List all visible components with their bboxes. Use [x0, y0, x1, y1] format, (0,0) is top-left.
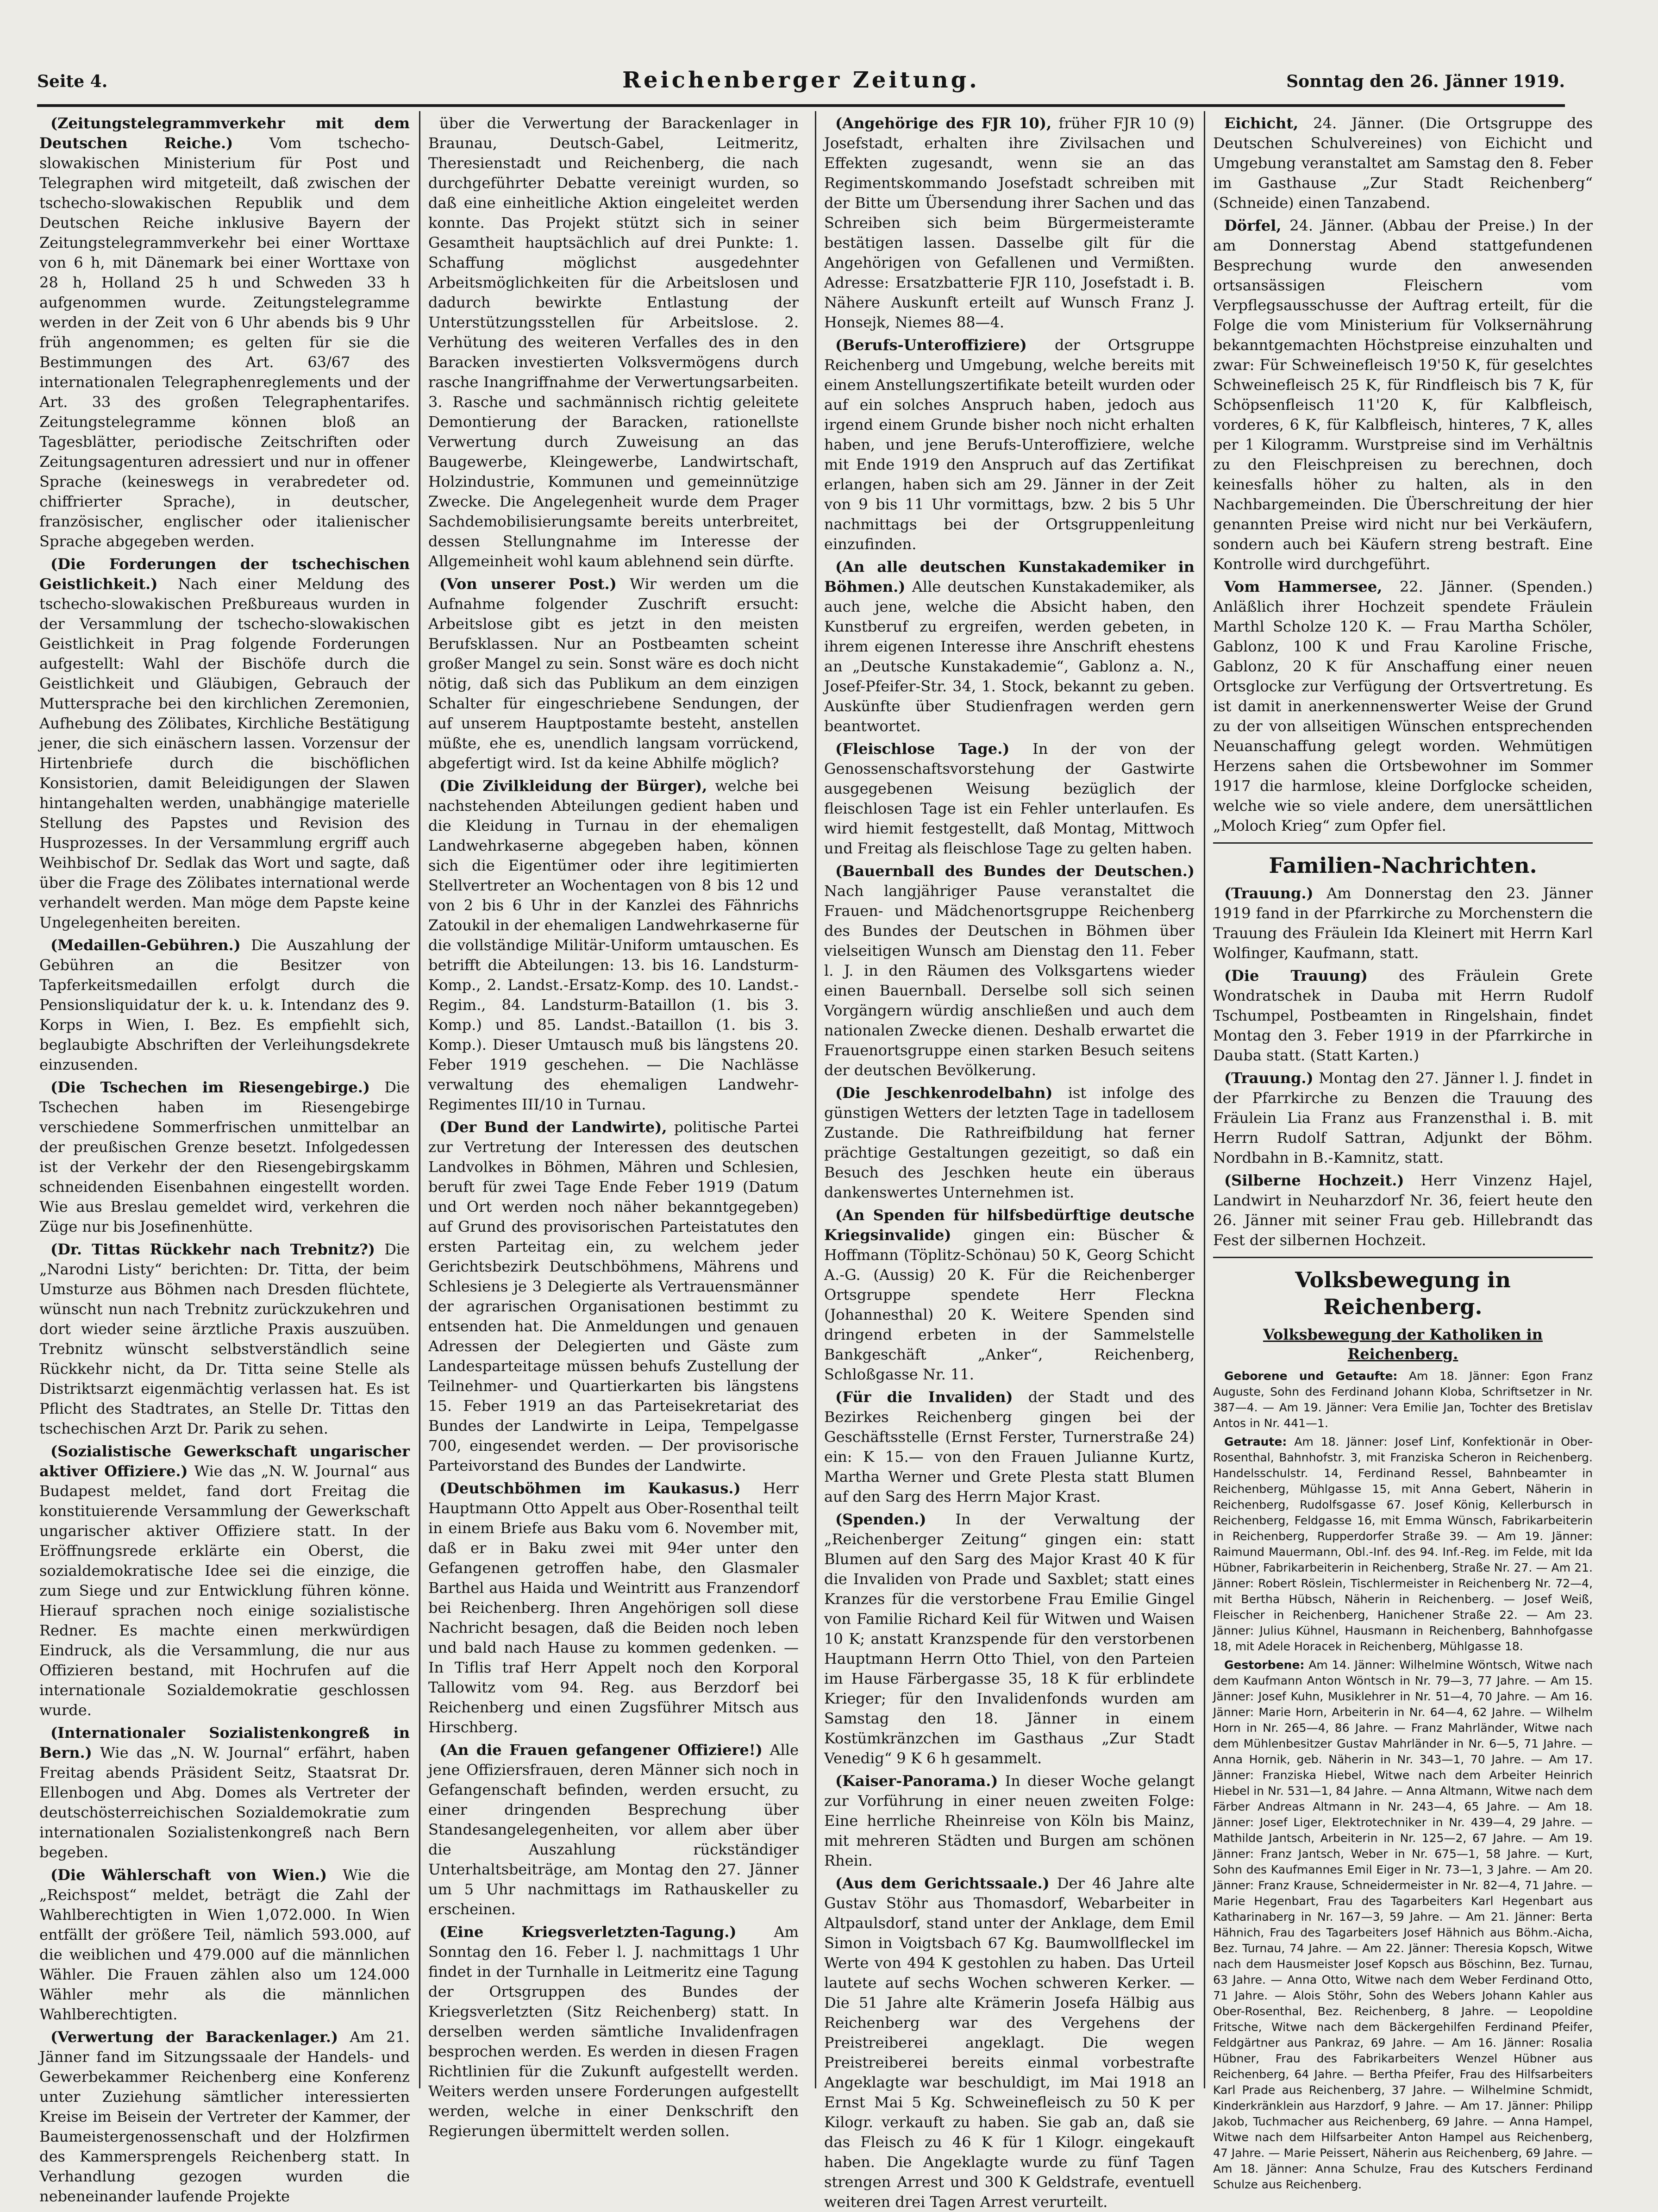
news-item — [1213, 1434, 1593, 1654]
news-item-body: Am 21. Jänner fand im Sitzungssaale der Handels- und Gewerbekammer Reichenberg eine Konferenz unter Zuziehung sämtlicher interessierten Kreise im Beisein der Vertreter der Kammer, der Baumeistergenossenschaft und der Holzfirmen des Kammersprengels Reichenberg statt. In Verhandlung gezogen wurden die nebeneinander laufende Projekte — [39, 2028, 410, 2205]
vital-stats — [1213, 1368, 1593, 2193]
news-item-heading: (Internationaler Sozialistenkongreß in Bern.) — [39, 1724, 410, 1761]
news-item-heading: (Bauernball des Bundes der Deutschen.) — [835, 862, 1195, 880]
news-item-body: Alle jene Offiziersfrauen, deren Männer sich noch in Gefangenschaft befinden, werden ersucht, zu einer dringenden Besprechung über Standesangelegenheiten, vor allem aber über die Auszahlung rückständiger Unterhaltsbeiträge, am Montag den 27. Jänner um 5 Uhr nachmittags im Rathauskeller zu erscheinen. — [428, 1741, 799, 1918]
news-item-body: Wie die „Reichspost“ meldet, beträgt die Zahl der Wahlberechtigten in Wien 1,072.000. In Wien entfällt der größere Teil, nämlich 593.000, auf die weiblichen und 479.000 auf die männlichen Wähler. Die Frauen zählen also um 124.000 Wähler mehr als die männlichen Wahlberechtigten. — [39, 1866, 410, 2023]
news-item-body: Am 18. Jänner: Josef Linf, Konfektionär in Ober-Rosenthal, Bahnhofstr. 3, mit Franziska Scheron in Reichenberg. Handelsschulstr. 14, Ferdinand Ressel, Bahnbeamter in Reichenberg, Mühlgasse 15, mit Anna Gebert, Näherin in Reichenberg, Rudolfsgasse 67. Josef König, Kellerbursch in Reichenberg, Feldgasse 16, mit Emma Wünsch, Fabrikarbeiterin in Reichenberg, Rupperdorfer Straße 39. — Am 19. Jänner: Raimund Mauermann, Obl.-Inf. des 94. Inf.-Reg. im Felde, mit Ida Hübner, Fabrikarbeiterin in Reichenberg, Straße Nr. 27. — Am 21. Jänner: Robert Röslein, Tischlermeister in Reichenberg Nr. 72—4, mit Bertha Hübsch, Näherin in Reichenberg. — Josef Weiß, Fleischer in Reichenberg, Hanichener Straße 22. — Am 23. Jänner: Julius Kühnel, Hausmann in Reichenberg, Bahnhofgasse 18, mit Adele Horacek in Reichenberg, Mühlgasse 18. — [1213, 1435, 1593, 1653]
news-item-heading: (Der Bund der Landwirte), — [439, 1118, 667, 1136]
news-item — [1213, 966, 1593, 1065]
news-item-heading: (Eine Kriegsverletzten-Tagung.) — [439, 1923, 737, 1941]
news-item — [1213, 1068, 1593, 1168]
news-item — [428, 574, 799, 773]
news-item-heading: (Die Wählerschaft von Wien.) — [50, 1866, 327, 1884]
news-item — [428, 113, 799, 571]
news-item — [824, 1874, 1195, 2212]
news-item — [824, 739, 1195, 858]
news-item — [1213, 216, 1593, 574]
news-item-heading: (An Spenden für hilfsbedürftige deutsche Kriegsinvalide) — [824, 1206, 1195, 1244]
news-item-body: des Fräulein Grete Wondratschek in Dauba mit Herrn Rudolf Tschumpel, Postbeamten in Ringelshain, findet Montag den 3. Feber 1919 in der Pfarrkirche in Dauba statt. (Statt Karten.) — [1213, 967, 1593, 1064]
news-item-body: 24. Jänner. (Abbau der Preise.) In der am Donnerstag Abend stattgefundenen Besprechung wurde den anwesenden ortsansässigen Fleischern vom Verpflegsausschusse der Auftrag erteilt, für die Folge die vom Ministerium für Volksernährung bekanntgemachten Höchstpreise einzuhalten und zwar: Für Schweinefleisch 19'50 K, für geselchtes Schweinefleisch 25 K, für Rindfleisch bis 7 K, für Schöpsenfleisch 11'20 K, für Kalbfleisch, vorderes, 6 K, für Kalbfleisch, hinteres, 7 K, alles per 1 Kilogramm. Wurstpreise sind im Verhältnis zu den Fleischpreisen zu berechnen, doch keinesfalls höher zu halten, als in den Nachbargemeinden. Die Überschreitung der hier genannten Preise wird nicht nur bei Verkäufern, sondern auch bei Käufern streng bestraft. Eine Kontrolle wird durchgeführt. — [1213, 217, 1593, 573]
news-item-body: Am 18. Jänner: Egon Franz Auguste, Sohn des Ferdinand Johann Kloba, Schriftsetzer in Nr. 387—4. — Am 19. Jänner: Vera Emilie Jan, Tochter des Bretislav Antos in Nr. 441—1. — [1213, 1369, 1593, 1430]
news-item — [1213, 1368, 1593, 1431]
news-item-heading: (Zeitungstelegrammverkehr mit dem Deutschen Reiche.) — [39, 114, 410, 152]
news-item — [824, 557, 1195, 736]
column-2 — [428, 113, 799, 2140]
news-item-heading: Gestorbene: — [1224, 1658, 1305, 1672]
news-item-heading: (An alle deutschen Kunstakademiker in Böhmen.) — [824, 558, 1195, 595]
news-item — [428, 1922, 799, 2141]
news-item-heading: (Aus dem Gerichtssaale.) — [835, 1874, 1050, 1892]
news-item — [428, 1117, 799, 1476]
news-item-heading: Eichicht, — [1224, 114, 1299, 132]
column-divider — [815, 111, 816, 2088]
news-item — [824, 113, 1195, 332]
news-item-body: 24. Jänner. (Die Ortsgruppe des Deutschen Schulvereines) von Eichicht und Umgebung veranstaltet am Samstag den 8. Feber im Gasthause „Zur Stadt Reichenberg“ (Schneide) einen Tanzabend. — [1213, 114, 1593, 212]
news-item-body: Herr Hauptmann Otto Appelt aus Ober-Rosenthal teilt in einem Briefe aus Baku vom 6. November mit, daß er in Baku zwei mit 94er unter den Gefangenen getroffen habe, den Glasmaler Barthel aus Haida und Weintritt aus Franzendorf bei Reichenberg. Ihren Angehörigen soll diese Nachricht besagen, daß die Beiden noch leben und bald nach Hause zu kommen gedenken. — In Tiflis traf Herr Appelt noch den Korporal Tallowitz vom 94. Reg. aus Berzdorf bei Reichenberg und einen Zugsführer Mitsch aus Hirschberg. — [428, 1479, 799, 1736]
news-item-heading: (Die Zivilkleidung der Bürger), — [439, 777, 707, 795]
column-divider — [419, 111, 420, 2088]
news-item-heading: (Silberne Hochzeit.) — [1224, 1172, 1404, 1189]
news-item-heading: (Medaillen-Gebühren.) — [50, 936, 241, 954]
news-item-body: gingen ein: Büscher & Hoffmann (Töplitz-Schönau) 50 K, Georg Schicht A.-G. (Aussig) 20 K. Für die Reichenberger Ortsgruppe spendete Herr Fleckna (Johannesthal) 20 K. Weitere Spenden sind dringend erbeten in der Sammelstelle Bankgeschäft „Anker“, Reichenberg, Schloßgasse Nr. 11. — [824, 1226, 1195, 1383]
family-news — [1213, 884, 1593, 1250]
news-item — [1213, 884, 1593, 963]
news-item-body: Wir werden um die Aufnahme folgender Zuschrift ersucht: Arbeitslose gibt es jetzt in den meisten Berufsklassen. Nur an Postbeamten scheint großer Mangel zu sein. Sonst wäre es doch nicht nötig, daß sich das Publikum an dem einzigen Schalter für eingeschriebene Sendungen, der auf unserem Hauptpostamte besteht, anstellen müßte, ehe es, unendlich langsam vorrückend, abgefertigt wird. Ist da keine Abhilfe möglich? — [428, 575, 799, 772]
news-item — [1213, 1171, 1593, 1250]
news-item — [824, 1083, 1195, 1203]
news-item-heading: (Kaiser-Panorama.) — [835, 1772, 998, 1790]
news-item-heading: Geborene und Getaufte: — [1224, 1369, 1398, 1383]
news-item — [428, 776, 799, 1115]
news-item-body: Montag den 27. Jänner l. J. findet in der Pfarrkirche zu Benzen die Trauung des Fräulein Lia Franz aus Franzensthal i. B. mit Herrn Rudolf Sattran, Adjunkt der Böhm. Nordbahn in B.-Kamnitz, statt. — [1213, 1069, 1593, 1166]
news-item-heading: (Sozialistische Gewerkschaft ungarischer aktiver Offiziere.) — [39, 1442, 410, 1480]
news-item-heading: (Spenden.) — [835, 1510, 926, 1528]
news-item-heading: (Dr. Tittas Rückkehr nach Trebnitz?) — [50, 1241, 375, 1258]
news-item — [39, 1441, 410, 1720]
column-4 — [1213, 113, 1593, 2191]
news-item — [824, 335, 1195, 554]
newspaper-title: Reichenberger Zeitung. — [622, 67, 980, 93]
news-item-body: Am 14. Jänner: Wilhelmine Wöntsch, Witwe nach dem Kaufmann Anton Wöntsch in Nr. 79—3, 77 Jahre. — Am 15. Jänner: Josef Kuhn, Musiklehrer in Nr. 51—4, 70 Jahre. — Am 16. Jänner: Marie Horn, Arbeiterin in Nr. 64—4, 62 Jahre. — Wilhelm Horn in Nr. 265—4, 86 Jahre. — Franz Mahrländer, Witwe nach dem Mühlenbesitzer Gustav Mahrländer in Nr. 6—5, 71 Jahre. — Anna Hornik, geb. Näherin in Nr. 343—1, 70 Jahre. — Am 17. Jänner: Franziska Hiebel, Witwe nach dem Arbeiter Heinrich Hiebel in Nr. 531—1, 84 Jahre. — Anna Altmann, Witwe nach dem Färber Andreas Altmann in Nr. 243—4, 65 Jahre. — Am 18. Jänner: Josef Liger, Elektrotechniker in Nr. 439—4, 29 Jahre. — Mathilde Jantsch, Arbeiterin in Nr. 125—2, 67 Jahre. — Am 19. Jänner: Franz Jantsch, Weber in Nr. 675—1, 58 Jahre. — Kurt, Sohn des Kaufmannes Emil Eiger in Nr. 73—1, 3 Jahre. — Am 20. Jänner: Franz Krause, Schneidermeister in Nr. 82—4, 71 Jahre. — Marie Hegenbart, Frau des Tagarbeiters Karl Hegenbart aus Katharinaberg in Nr. 167—3, 59 Jahre. — Am 21. Jänner: Berta Hähnich, Frau des Tagarbeiters Josef Hähnich aus Böhm.-Aicha, Bez. Turnau, 74 Jahre. — Am 22. Jänner: Theresia Kopsch, Witwe nach dem Hausmeister Josef Kopsch aus Böschinn, Bez. Turnau, 63 Jahre. — Anna Otto, Witwe nach dem Weber Ferdinand Otto, 71 Jahre. — Alois Stöhr, Sohn des Webers Johann Kahler aus Ober-Rosenthal, Bez. Reichenberg, 8 Jahre. — Leopoldine Fritsche, Witwe nach dem Bäckergehilfen Ferdinand Pfeifer, Feldgärtner aus Pankraz, 69 Jahre. — Am 16. Jänner: Rosalia Hübner, Frau des Fabrikarbeiters Wenzel Hübner aus Reichenberg, 64 Jahre. — Bertha Pfeifer, Frau des Hilfsarbeiters Karl Prade aus Reichenberg, 37 Jahre. — Wilhelmine Schmidt, Kinderkränklein aus Harzdorf, 9 Jahre. — Am 17. Jänner: Philipp Jakob, Tuchmacher aus Reichenberg, 69 Jahre. — Anna Hampel, Witwe nach dem Hilfsarbeiter Anton Hampel aus Reichenberg, 47 Jahre. — Marie Peissert, Näherin aus Reichenberg, 69 Jahre. — Am 18. Jänner: Anna Schulze, Frau des Kutschers Ferdinand Schulze aus Reichenberg. — [1213, 1658, 1593, 2191]
news-item — [824, 1205, 1195, 1385]
news-item-body: der Stadt und des Bezirkes Reichenberg gingen bei der Geschäftsstelle (Ernst Ferster, Turnerstraße 24) ein: K 15.— von den Frauen Julianne Kurtz, Martha Werner und Grete Plesta statt Blumen auf den Sarg des Herrn Major Krast. — [824, 1388, 1195, 1505]
news-item-body: Herr Vinzenz Hajel, Landwirt in Neuharzdorf Nr. 36, feiert heute den 26. Jänner mit seiner Frau geb. Hillebrandt das Fest der silbernen Hochzeit. — [1213, 1172, 1593, 1249]
local-news — [1213, 113, 1593, 836]
section-divider — [1213, 1257, 1593, 1258]
news-item-heading: (Die Tschechen im Riesengebirge.) — [50, 1078, 370, 1096]
news-item-heading: (Von unserer Post.) — [439, 575, 617, 593]
news-item — [428, 1740, 799, 1919]
news-item — [824, 1387, 1195, 1507]
news-item-heading: (Berufs-Unteroffiziere) — [835, 336, 1027, 354]
news-item-heading: (Die Trauung) — [1224, 967, 1368, 984]
news-item-heading: (Fleischlose Tage.) — [835, 740, 1010, 758]
news-item-heading: (Angehörige des FJR 10), — [835, 114, 1052, 132]
news-item-body: Am Sonntag den 16. Feber l. J. nachmittags 1 Uhr findet in der Turnhalle in Leitmeritz eine Tagung der Ortsgruppen des Bundes der Kriegsverletzten (Sitz Reichenberg) statt. In derselben werden sämtliche Invalidenfragen besprochen werden. Es werden in diesen Fragen Richtlinien für die Zukunft aufgestellt werden. Weiters werden unsere Forderungen aufgestellt werden, welche in einer Denkschrift den Regierungen übermittelt werden sollen. — [428, 1923, 799, 2140]
news-item-body: Die Auszahlung der Gebühren an die Besitzer von Tapferkeitsmedaillen erfolgt durch die Pensionsliquidatur der k. u. k. Intendanz des 9. Korps in Wien, I. Bez. Es empfiehlt sich, beglaubigte Abschriften der Verleihungsdekrete einzusenden. — [39, 936, 410, 1073]
news-item-heading: (Verwertung der Barackenlager.) — [50, 2028, 338, 2046]
section-divider — [1213, 842, 1593, 844]
news-item-heading: (Die Forderungen der tschechischen Geistlichkeit.) — [39, 555, 410, 593]
news-item — [39, 113, 410, 551]
news-item — [39, 1865, 410, 2024]
news-item — [39, 2027, 410, 2206]
news-item — [824, 1771, 1195, 1871]
news-item-heading: (Trauung.) — [1224, 884, 1314, 902]
news-item-body: Nach langjähriger Pause veranstaltet die Frauen- und Mädchenortsgruppe Reichenberg des Bundes der Deutschen in Böhmen über vielseitigen Wunsch am Dienstag den 11. Feber l. J. in den Räumen des Volksgartens wieder einen Bauernball. Derselbe soll sich seinen Vorgängern würdig anschließen und auch dem nationalen Zwecke dienen. Deshalb erwartet die Frauenortsgruppe einen starken Besuch seitens der deutschen Bevölkerung. — [824, 882, 1195, 1079]
news-item-body: Alle deutschen Kunstakademiker, als auch jene, welche die Absicht haben, den Kunstberuf zu ergreifen, werden gebeten, in ihrem eigenen Interesse ihre Anschrift ehestens an „Deutsche Kunstakademie“, Gablonz a. N., Josef-Pfeifer-Str. 34, 1. Stock, bekannt zu geben. Auskünfte über Studienfragen werden gern beantwortet. — [824, 578, 1195, 735]
header-rule — [37, 104, 1565, 107]
page-number: Seite 4. — [37, 72, 108, 91]
news-item-heading: (Für die Invaliden) — [835, 1388, 1013, 1406]
vital-stats-title: Volksbewegung in Reichenberg. — [1295, 1267, 1511, 1319]
news-item-body: Der 46 Jahre alte Gustav Stöhr aus Thomasdorf, Webarbeiter in Altpaulsdorf, stand unter der Anklage, dem Emil Simon in Voigtsbach 67 Kg. Baumwollfleckel im Werte von 494 K gestohlen zu haben. Das Urteil lautete auf sechs Wochen schweren Kerker. — Die 51 Jahre alte Krämerin Josefa Hälbig aus Reichenberg war des Vergehens der Preistreiberei angeklagt. Die wegen Preistreiberei bereits einmal vorbestrafte Angeklagte war beschuldigt, im Mai 1918 an Ernst Mai 5 Kg. Schweinefleisch zu 50 K per Kilogr. verkauft zu haben. Sie gab an, daß sie das Fleisch zu 46 K für 1 Kilogr. eingekauft haben. Die Angeklagte wurde zu fünf Tagen strengen Arrest und 300 K Geldstrafe, eventuell weiteren drei Tagen Arrest verurteilt. — [824, 1874, 1195, 2211]
news-item-heading: Getraute: — [1224, 1435, 1287, 1448]
news-item-heading: (Trauung.) — [1224, 1069, 1314, 1087]
news-item — [39, 1078, 410, 1237]
news-item — [824, 861, 1195, 1080]
vital-stats-subtitle: Volksbewegung der Katholiken in Reichenberg. — [1263, 1326, 1543, 1363]
news-item-body: über die Verwertung der Barackenlager in Braunau, Deutsch-Gabel, Leitmeritz, Theresienstadt und Reichenberg, die nach durchgeführter Debatte vereinigt wurden, so daß eine einheitliche Aktion eingeleitet werden konnte. Das Projekt stützt sich in seiner Gesamtheit hauptsächlich auf drei Punkte: 1. Schaffung möglichst ausgedehnter Arbeitsmöglichkeiten für die Arbeitslosen und dadurch bewirkte Entlastung der Unterstützungsstellen für Arbeitslose. 2. Verhütung des weiteren Verfalles des in den Baracken investierten Volksvermögens durch rasche Inangriffnahme der Verwertungsarbeiten. 3. Rasche und sachmännisch richtig geleitete Demontierung der Baracken, rationellste Verwertung durch Zuweisung an das Baugewerbe, Kleingewerbe, Landwirtschaft, Holzindustrie, Kommunen und gemeinnützige Zwecke. Die Angelegenheit wurde dem Prager Sachdemobilisierungsamte bereits unterbreitet, dessen Stellungnahme im Interesse der Allgemeinheit wohl kaum ablehnend sein dürfte. — [428, 114, 799, 570]
news-item — [1213, 1657, 1593, 2193]
news-item-body: politische Partei zur Vertretung der Interessen des deutschen Landvolkes in Böhmen, Mähren und Schlesien, beruft für zwei Tage Ende Feber 1919 (Datum und Ort werden noch näher bekanntgegeben) auf Grund des provisorischen Parteistatutes den ersten Parteitag ein, zu welchem jeder Gerichtsbezirk Deutschböhmens, Mährens und Schlesiens je 3 Delegierte als Vertrauensmänner der agrarischen Organisationen bestimmt zu entsenden hat. Die Anmeldungen und genauen Adressen der Delegierten und Gäste zum Landesparteitage müssen behufs Zustellung der Teilnehmer- und Quartierkarten bis längstens 15. Feber 1919 an das Parteisekretariat des Bundes der Landwirte in Leipa, Tempelgasse 700, eingesendet werden. — Der provisorische Parteivorstand des Bundes der Landwirte. — [428, 1118, 799, 1474]
column-1 — [39, 113, 410, 2205]
news-item-body: In der Verwaltung der „Reichenberger Zeitung“ gingen ein: statt Blumen auf den Sarg des Major Krast 40 K für die Invaliden von Prade und Saxblet; statt eines Kranzes für die verstorbene Frau Emilie Gingel von Familie Richard Keil für Witwen und Waisen 10 K; anstatt Kranzspende für den verstorbenen Hauptmann Herrn Otto Thiel, von den Parteien im Hause Färbergasse 35, 18 K für erblindete Krieger; für den Invalidenfonds wurden am Samstag den 18. Jänner in einem Kostümkränzchen im Gasthaus „Zur Stadt Venedig“ 9 K 6 h gesammelt. — [824, 1510, 1195, 1767]
news-item-body: Nach einer Meldung des tschecho-slowakischen Preßbureaus wurden in der Versammlung der tschecho-slowakischen Geistlichkeit in Prag folgende Forderungen aufgestellt: Wahl der Bischöfe durch die Geistlichkeit und Gläubigen, Gebrauch der Muttersprache bei den kirchlichen Zeremonien, Aufhebung des Zölibates, Kirchliche Bestätigung jener, die sich einäschern lassen. Vorzensur der Hirtenbriefe durch die bischöflichen Konsistorien, damit Beleidigungen der Slawen hintangehalten werden, unabhängige materielle Stellung des Papstes und Revision des Husprozesses. In der Versammlung ergriff auch Weihbischof Dr. Sedlak das Wort und sagte, daß über die Frage des Zölibates international werde verhandelt werden. Man möge dem Papste keine Ungelegenheiten bereiten. — [39, 575, 410, 931]
news-item — [39, 1240, 410, 1439]
page-header — [37, 63, 1565, 104]
column-3 — [824, 113, 1195, 2211]
news-item-heading: (Deutschböhmen im Kaukasus.) — [439, 1479, 741, 1497]
news-item-heading: Dörfel, — [1224, 217, 1282, 234]
news-item-body: Die Tschechen haben im Riesengebirge verschiedene Sommerfrischen unmittelbar an der preußischen Grenze besetzt. Infolgedessen ist der Verkehr der den Riesengebirgskamm schneidenden Eisenbahnen eingestellt worden. Wie aus Breslau gemeldet wird, verkehren die Züge nur bis Josefinenhütte. — [39, 1078, 410, 1235]
family-news-title: Familien-Nachrichten. — [1269, 853, 1537, 878]
news-item-body: früher FJR 10 (9) Josefstadt, erhalten ihre Zivilsachen und Effekten zugesandt, wenn sie an das Regimentskommando Josefstadt schreiben mit der Bitte um Übersendung ihrer Sachen und das Schreiben sich beim Bürgermeisteramte bestätigen lassen. Dasselbe gilt für die Angehörigen von Gefallenen und Vermißten. Adresse: Ersatzbatterie FJR 110, Josefstadt i. B. Nähere Auskunft erteilt auf Wunsch Franz J. Honsejk, Niemes 88—4. — [824, 114, 1195, 331]
news-item-body: In der von der Genossenschaftsvorstehung der Gastwirte ausgegebenen Weisung bezüglich der fleischlosen Tage ist ein Fehler unterlaufen. Es wird hiemit festgestellt, daß Montag, Mittwoch und Freitag als fleischlose Tage zu gelten haben. — [824, 740, 1195, 857]
issue-date: Sonntag den 26. Jänner 1919. — [1286, 72, 1565, 91]
news-item-heading: (An die Frauen gefangener Offiziere!) — [439, 1741, 763, 1759]
news-item-body: Wie das „N. W. Journal“ erfährt, haben Freitag abends Präsident Seitz, Staatsrat Dr. Ellenbogen und Abg. Domes als Vertreter der deutschösterreichischen Sozialdemokratie zum internationalen Sozialistenkongreß nach Bern begeben. — [39, 1744, 410, 1861]
news-item-body: In dieser Woche gelangt zur Vorführung in einer neuen zweiten Folge: Eine herrliche Rheinreise von Köln bis Mainz, mit mehreren Städten und Burgen am schönen Rhein. — [824, 1772, 1195, 1869]
news-item-body: der Ortsgruppe Reichenberg und Umgebung, welche bereits mit einem Anstellungszertifikate beteilt wurden oder auf ein solches Anspruch haben, jedoch aus irgend einem Grunde bisher noch nicht erhalten haben, und jene Berufs-Unteroffiziere, welche mit Ende 1919 den Anspruch auf das Zertifikat erlangen, haben sich am 29. Jänner in der Zeit von 9 bis 11 Uhr vormittags, bzw. 2 bis 5 Uhr nachmittags bei der Ortsgruppenleitung einzufinden. — [824, 336, 1195, 553]
news-item — [39, 1723, 410, 1862]
news-item-body: Wie das „N. W. Journal“ aus Budapest meldet, fand dort Freitag die konstituierende Versammlung der Gewerkschaft ungarischer aktiver Offiziere statt. In der Eröffnungsrede erklärte ein Oberst, die sozialdemokratische Idee sei die einzige, die zum Siege und zur Entwicklung führen könne. Hierauf sprachen noch einige sozialistische Redner. Es machte einen merkwürdigen Eindruck, als die Versammlung, die nur aus Offizieren bestand, mit Hochrufen auf die internationale Sozialdemokratie geschlossen wurde. — [39, 1462, 410, 1719]
news-item-body: welche bei nachstehenden Abteilungen gedient haben und die Kleidung in Turnau in der ehemaligen Landwehrkaserne abgegeben haben, können sich die Eigentümer oder ihre legitimierten Stellvertreter an Wochentagen von 8 bis 12 und von 2 bis 6 Uhr in der Kanzlei des Fähnrichs Zatoukil in der ehemaligen Landwehrkaserne für die vollständige Militär-Uniform umtauschen. Es betrifft die Abteilungen: 13. bis 16. Landsturm-Komp., 2. Landst.-Ersatz-Komp. des 10. Landst.-Regim., 84. Landsturm-Bataillon (1. bis 3. Komp.) und 85. Landst.-Bataillon (1. bis 3. Komp.). Dieser Umtausch muß bis längstens 20. Feber 1919 geschehen. — Die Nachlässe verwaltung des ehemaligen Landwehr-Regimentes III/10 in Turnau. — [428, 777, 799, 1113]
news-item-body: Am Donnerstag den 23. Jänner 1919 fand in der Pfarrkirche zu Morchenstern die Trauung des Fräulein Ida Kleinert mit Herrn Karl Wolfinger, Kaufmann, statt. — [1213, 884, 1593, 962]
news-item-body: Vom tschecho-slowakischen Ministerium für Post und Telegraphen wird mitgeteilt, daß zwischen der tschecho-slowakischen Republik und dem Deutschen Reiche inklusive Bayern der Zeitungstelegrammverkehr bei einer Worttaxe von 6 h, mit Dänemark bei einer Worttaxe von 28 h, Holland 25 h und Schweden 33 h aufgenommen wurde. Zeitungstelegramme werden in der Zeit von 6 Uhr abends bis 9 Uhr früh angenommen; es gelten für sie die Bestimmungen des Art. 63/67 des internationalen Telegraphenreglements und der Art. 33 des großen Telegraphentarifes. Zeitungstelegramme können bloß an Tagesblätter, periodische Zeitschriften oder Zeitungsagenturen adressiert und nur in offener Sprache (keineswegs in verabredeter od. chiffrierter Sprache), in deutscher, französischer, englischer oder italienischer Sprache abgegeben werden. — [39, 134, 410, 550]
column-divider — [1204, 111, 1205, 2088]
news-item-heading: Vom Hammersee, — [1224, 578, 1383, 595]
news-item-body: 22. Jänner. (Spenden.) Anläßlich ihrer Hochzeit spendete Fräulein Marthl Scholze 120 K. — Frau Martha Schöler, Gablonz, 100 K und Frau Karoline Frische, Gablonz, 20 K für Anschaffung einer neuen Ortsglocke zur Verfügung der Ortsvertretung. Es ist damit in anerkennenswerter Weise der Grund zu der von allseitigen Wünschen entsprechenden Neuanschaffung gelegt worden. Wehmütigen Herzens sahen die Ortsbewohner im Sommer 1917 die harmlose, kleine Dorfglocke scheiden, welche wie so viele andere, dem unersättlichen „Moloch Krieg“ zum Opfer fiel. — [1213, 578, 1593, 834]
news-item — [39, 554, 410, 933]
news-item — [1213, 577, 1593, 836]
news-item — [428, 1479, 799, 1737]
news-item — [39, 935, 410, 1075]
news-item-heading: (Die Jeschkenrodelbahn) — [835, 1084, 1053, 1102]
news-item-body: Die „Narodni Listy“ berichten: Dr. Titta, der beim Umsturze aus Böhmen nach Dresden flüchtete, wünscht nun nach Trebnitz zurückzukehren und dort wieder seine ärztliche Praxis auszuüben. Trebnitz wünscht selbstverständlich seine Rückkehr nicht, da Dr. Titta seine Stelle als Distriktsarzt eigenmächtig verlassen hat. Es ist Pflicht des Stadtrates, an Stelle Dr. Tittas den tschechischen Arzt Dr. Parik zu sehen. — [39, 1241, 410, 1437]
news-item — [1213, 113, 1593, 213]
news-item — [824, 1510, 1195, 1768]
news-item-body: ist infolge des günstigen Wetters der letzten Tage in tadellosem Zustande. Die Rathreifbildung hat ferner prächtige Gestaltungen gezeitigt, so daß ein Besuch des Jeschken heute ein überaus dankenswertes Unternehmen ist. — [824, 1084, 1195, 1201]
